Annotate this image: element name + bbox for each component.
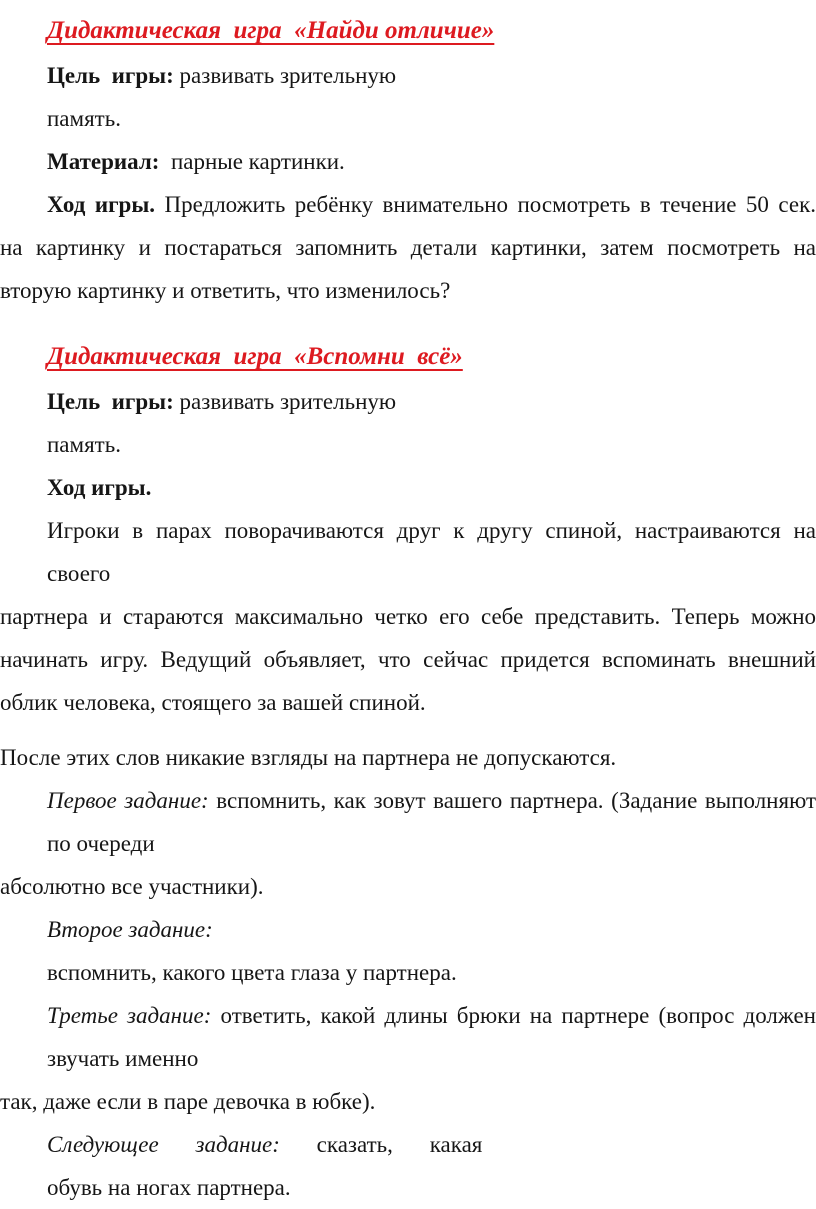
goal-text: развивать зрительную (179, 63, 397, 88)
text-span: на картинку и постараться запомнить детали картинки, затем посмотреть на (0, 235, 816, 260)
paragraph-line (0, 226, 816, 269)
task-next-line (0, 1123, 816, 1166)
game-flow-label: Ход игры. (47, 475, 152, 500)
task-first-line (0, 779, 816, 822)
task-second-label: Второе задание: (47, 917, 213, 942)
game-flow-label: Ход игры. (47, 192, 156, 217)
heading-text: Дидактическая игра «Найди отличие» (47, 17, 495, 44)
material-line (0, 140, 816, 183)
task-first-label: Первое задание: (47, 788, 209, 813)
game-flow-label-line (0, 466, 816, 509)
paragraph-line (0, 951, 816, 994)
game-flow-line (0, 183, 816, 226)
text-span: вспомнить, какого цвета глаза у партнера. (47, 960, 457, 985)
text-span: вспомнить, как зовут вашего партнера. (Задание выполняют (208, 788, 816, 813)
paragraph-line (0, 269, 816, 312)
paragraph-line (0, 736, 816, 779)
text-span: вторую картинку и ответить, что изменилось? (0, 278, 451, 303)
heading-remember-everything (0, 334, 816, 380)
paragraph-line (0, 822, 816, 865)
paragraph-line (0, 1166, 816, 1209)
text-span: звучать именно (47, 1046, 199, 1071)
text-span: так, даже если в паре девочка в юбке). (0, 1089, 376, 1114)
text-span: сказать, какая (298, 1132, 483, 1157)
goal-label: Цель игры: (47, 389, 180, 414)
task-second-label-line (0, 908, 816, 951)
task-third-label: Третье задание: (47, 1003, 212, 1028)
goal-line-continued (0, 423, 816, 466)
goal-text: развивать зрительную (179, 389, 397, 414)
goal-line-continued (0, 97, 816, 140)
goal-line (0, 54, 816, 97)
text-span: память. (47, 106, 121, 131)
text-span: партнера и стараются максимально четко его себе представить. Теперь можно (0, 604, 816, 629)
text-span: ответить, какой длины брюки на партнере (вопрос должен (211, 1003, 816, 1028)
text-span: облик человека, стоящего за вашей спиной. (0, 690, 426, 715)
text-span: Предложить ребёнку внимательно посмотреть в течение 50 сек. (155, 192, 816, 217)
text-span: После этих слов никакие взгляды на партнера не допускаются. (0, 745, 617, 770)
material-label: Материал: (47, 149, 160, 174)
text-span: абсолютно все участники). (0, 874, 264, 899)
paragraph-line (0, 865, 816, 908)
paragraph-line (0, 1037, 816, 1080)
paragraph-line (0, 1080, 816, 1123)
text-span: по очереди (47, 831, 155, 856)
heading-find-difference (0, 8, 816, 54)
text-span: обувь на ногах партнера. (47, 1175, 291, 1200)
paragraph-line (0, 595, 816, 638)
goal-label: Цель игры: (47, 63, 180, 88)
paragraph-line (0, 681, 816, 724)
text-span: начинать игру. Ведущий объявляет, что сейчас придется вспоминать внешний (0, 647, 816, 672)
heading-text: Дидактическая игра «Вспомни всё» (47, 343, 463, 370)
text-span: память. (47, 432, 121, 457)
text-span: Игроки в парах поворачиваются друг к другу спиной, настраиваются на своего (47, 518, 816, 586)
paragraph-line (0, 509, 816, 595)
paragraph-line (0, 638, 816, 681)
goal-line (0, 380, 816, 423)
task-next-label: Следующее задание: (47, 1132, 299, 1157)
material-text: парные картинки. (159, 149, 345, 174)
task-third-line (0, 994, 816, 1037)
